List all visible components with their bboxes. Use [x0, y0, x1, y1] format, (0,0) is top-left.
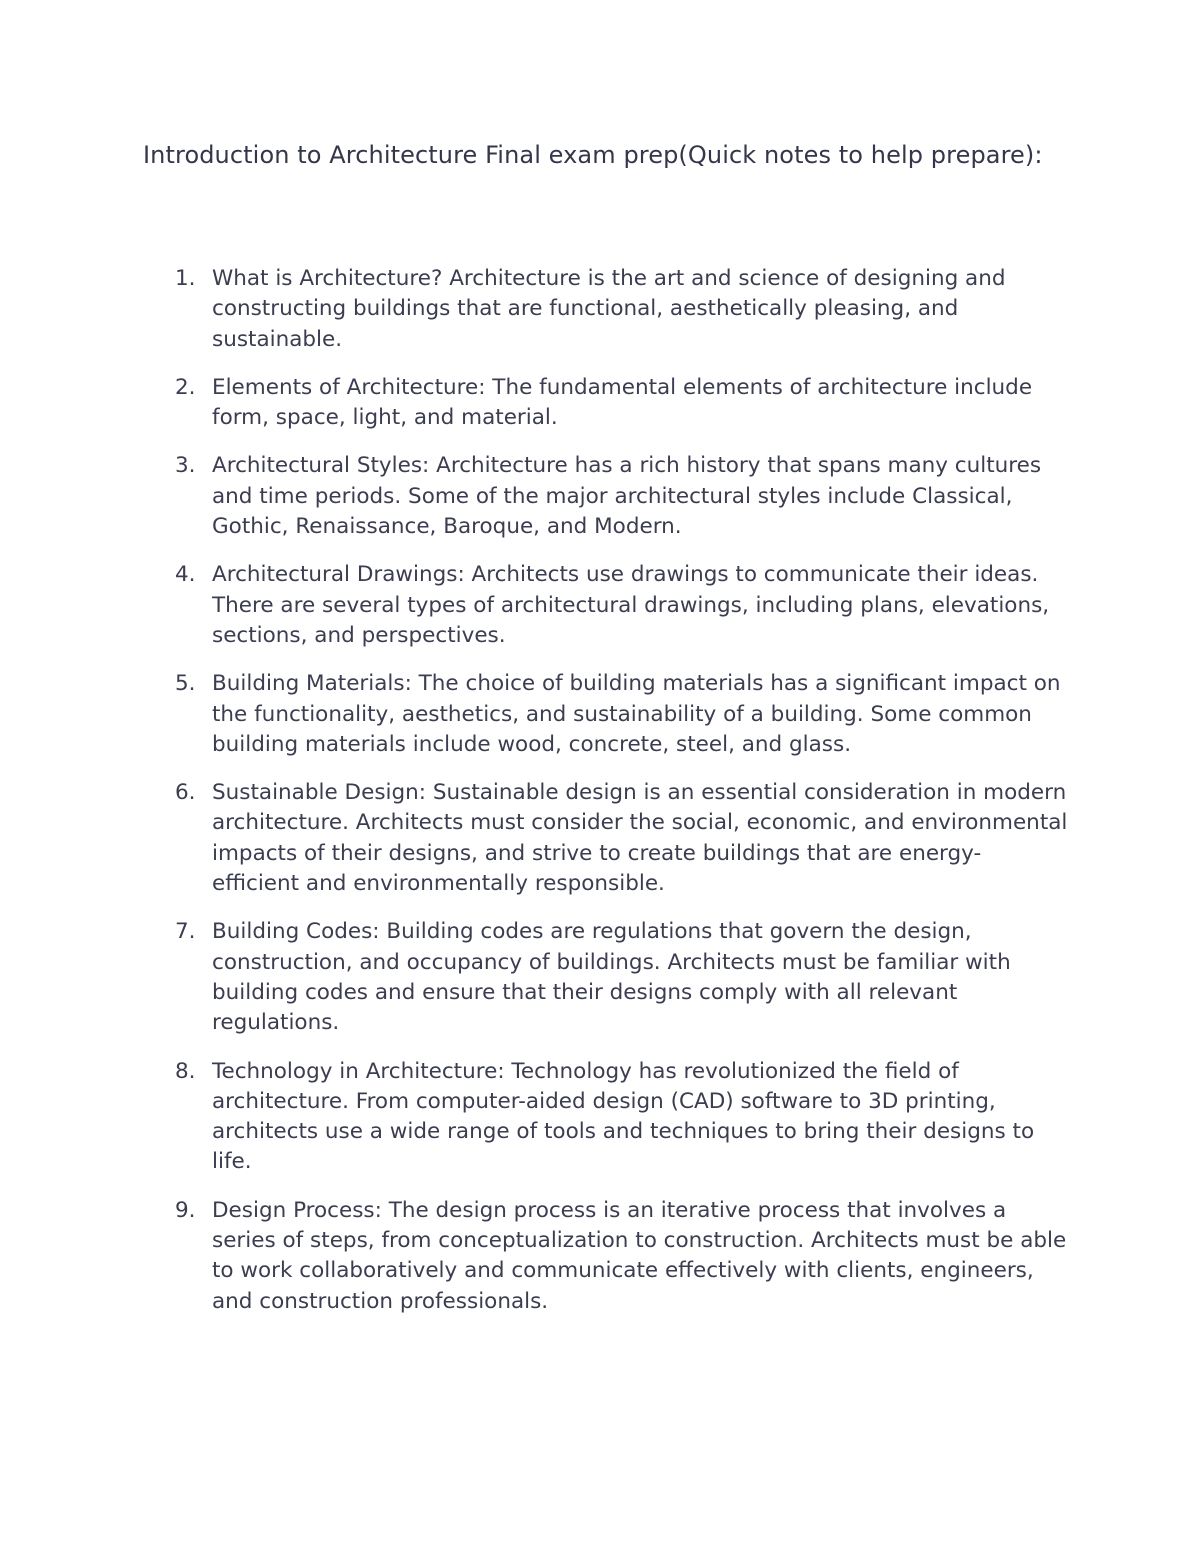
list-item-text: Architectural Drawings: Architects use drawings to communicate their ideas. There are several types of architectural drawings, including plans, elevations, sections, and perspectives.: [212, 562, 1050, 648]
list-item: [143, 778, 1068, 899]
notes-list: [143, 264, 1068, 1335]
list-item-number: 5.: [175, 671, 196, 697]
list-item: [143, 917, 1068, 1038]
list-item-text: Building Codes: Building codes are regulations that govern the design, construction, and occupancy of buildings. Architects must be familiar with building codes and ensure that their designs comply with all relevant regulations.: [212, 919, 1011, 1036]
list-item-number: 3.: [175, 453, 196, 479]
list-item-text: Architectural Styles: Architecture has a rich history that spans many cultures and time periods. Some of the major architectural styles include Classical, Gothic, Renaissance, Baroque, and Modern.: [212, 453, 1042, 540]
list-item-text: Technology in Architecture: Technology has revolutionized the field of architecture. From computer-aided design (CAD) software to 3D printing, architects use a wide range of tools and techniques to bring their designs to life.: [212, 1058, 1035, 1175]
document-title: Introduction to Architecture Final exam prep(Quick notes to help prepare):: [143, 141, 1043, 169]
list-item-number: 1.: [175, 266, 196, 291]
list-item: [143, 560, 1068, 651]
list-item-text: Building Materials: The choice of building materials has a significant impact on the functionality, aesthetics, and sustainability of a building. Some common building materials include wood, concrete, steel, and glass.: [212, 671, 1061, 757]
list-item-text: Design Process: The design process is an iterative process that involves a series of steps, from conceptualization to construction. Architects must be able to work collaboratively and communicate effectively with clients, engineers, and construction professionals.: [212, 1197, 1067, 1314]
list-item-text: Sustainable Design: Sustainable design is an essential consideration in modern architecture. Architects must consider the social, economic, and environmental impacts of their designs, and strive to create buildings that are energy-efficient and environmentally responsible.: [212, 780, 1068, 897]
list-item-number: 6.: [175, 780, 196, 806]
list-item-number: 7.: [175, 919, 196, 945]
list-item: [143, 264, 1068, 355]
list-item: [143, 1196, 1068, 1317]
list-item: [143, 1057, 1068, 1178]
list-item-text: What is Architecture? Architecture is the art and science of designing and constructing buildings that are functional, aesthetically pleasing, and sustainable.: [212, 266, 1006, 352]
list-item-text: Elements of Architecture: The fundamental elements of architecture include form, space, light, and material.: [212, 374, 1033, 431]
list-item-number: 2.: [175, 374, 196, 400]
list-item: [143, 669, 1068, 760]
list-item: [143, 451, 1068, 542]
list-item: [143, 373, 1068, 434]
list-item-number: 9.: [175, 1197, 196, 1223]
list-item-number: 8.: [175, 1058, 196, 1084]
list-item-number: 4.: [175, 562, 196, 588]
